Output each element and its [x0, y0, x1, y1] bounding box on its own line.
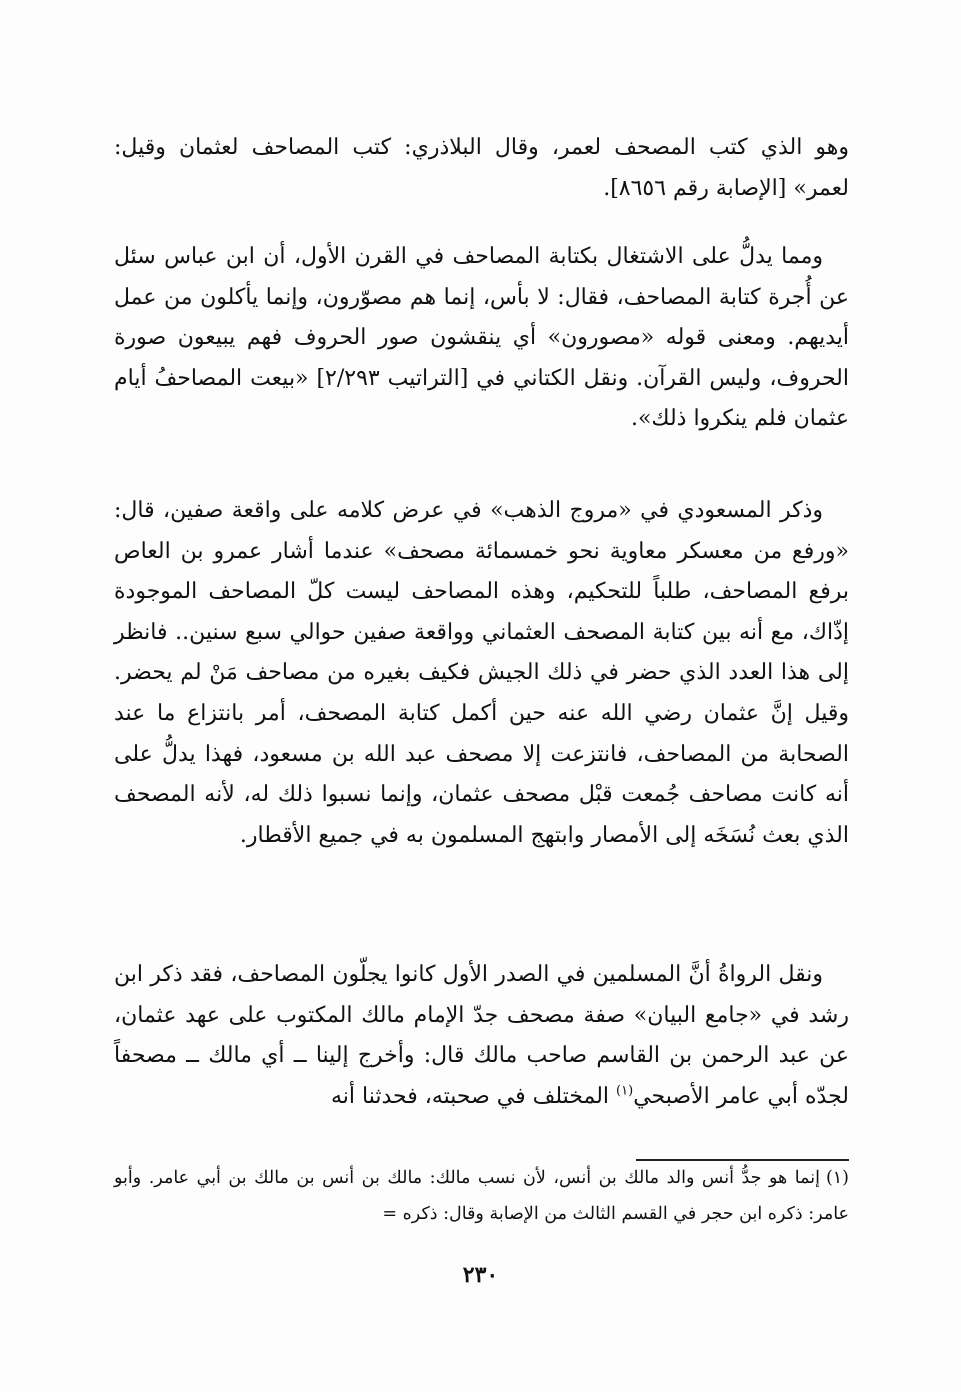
paragraph-text: ومما يدلُّ على الاشتغال بكتابة المصاحف في القرن الأول، أن ابن عباس سئل عن أُجرة كتابة المصاحف، فقال: لا بأس، إنما هم مصوّرون، وإنما يأكلون من عمل أيديهم. ومعنى قوله «مصورون» أي ينقشون صور الحروف فهم يبيعون صورة الحروف، وليس القرآن. ونقل الكتاني في [التراتيب ٢/٢٩٣] «بيعت المصاحفُ أيام عثمان فلم ينكروا ذلك». [114, 244, 849, 432]
footnote-text: إنما هو جدُّ أنس والد مالك بن أنس، لأن نسب مالك: مالك بن أنس بن مالك بن أبي عامر. وأبو عامر: ذكره ابن حجر في القسم الثالث من الإصابة وقال: ذكره = [114, 1168, 849, 1224]
paragraph-ibn-abbas [114, 237, 849, 440]
paragraph-masudi [114, 491, 849, 856]
footnote-reference[interactable]: (١) [616, 1083, 634, 1099]
footnote [114, 1160, 849, 1232]
paragraph-continuation [114, 128, 849, 209]
paragraph-text: وهو الذي كتب المصحف لعمر، وقال البلاذري: كتب المصاحف لعثمان وقيل: لعمر» [الإصابة رقم ٨٦٥٦]. [114, 135, 849, 201]
paragraph-text [114, 955, 849, 1117]
paragraph-narrators [114, 955, 849, 1117]
paragraph-text-before-note: ونقل الرواةُ أنَّ المسلمين في الصدر الأول كانوا يجلّون المصاحف، فقد ذكر ابن رشد في «جامع البيان» صفة مصحف جدّ الإمام مالك المكتوب على عهد عثمان، عن عبد الرحمن بن القاسم صاحب مالك قال: وأخرج إلينا ــ أي مالك ــ مصحفاً لجدّه أبي عامر الأصبحي [114, 962, 849, 1109]
paragraph-text: وذكر المسعودي في «مروج الذهب» في عرض كلامه على واقعة صفين، قال: «ورفع من معسكر معاوية نحو خمسمائة مصحف» عندما أشار عمرو بن العاص برفع المصاحف، طلباً للتحكيم، وهذه المصاحف ليست كلّ المصاحف الموجودة إذّاك، مع أنه بين كتابة المصحف العثماني وواقعة صفين حوالي سبع سنين.. فانظر إلى هذا العدد الذي حضر في ذلك الجيش فكيف بغيره من مصاحف مَنْ لم يحضر. وقيل إنَّ عثمان رضي الله عنه حين أكمل كتابة المصحف، أمر بانتزاع ما عند الصحابة من المصاحف، فانتزعت إلا مصحف عبد الله بن مسعود، فهذا يدلُّ على أنه كانت مصاحف جُمعت قبْل مصحف عثمان، وإنما نسبوا ذلك له، لأنه المصحف الذي بعث نُسَخَه إلى الأمصار وابتهج المسلمون به في جميع الأقطار. [114, 498, 849, 848]
page-number: ٢٣٠ [462, 1262, 499, 1288]
paragraph-text-after-note: المختلف في صحبته، فحدثنا أنه [330, 1083, 617, 1109]
footnote-number: (١) [825, 1168, 849, 1188]
